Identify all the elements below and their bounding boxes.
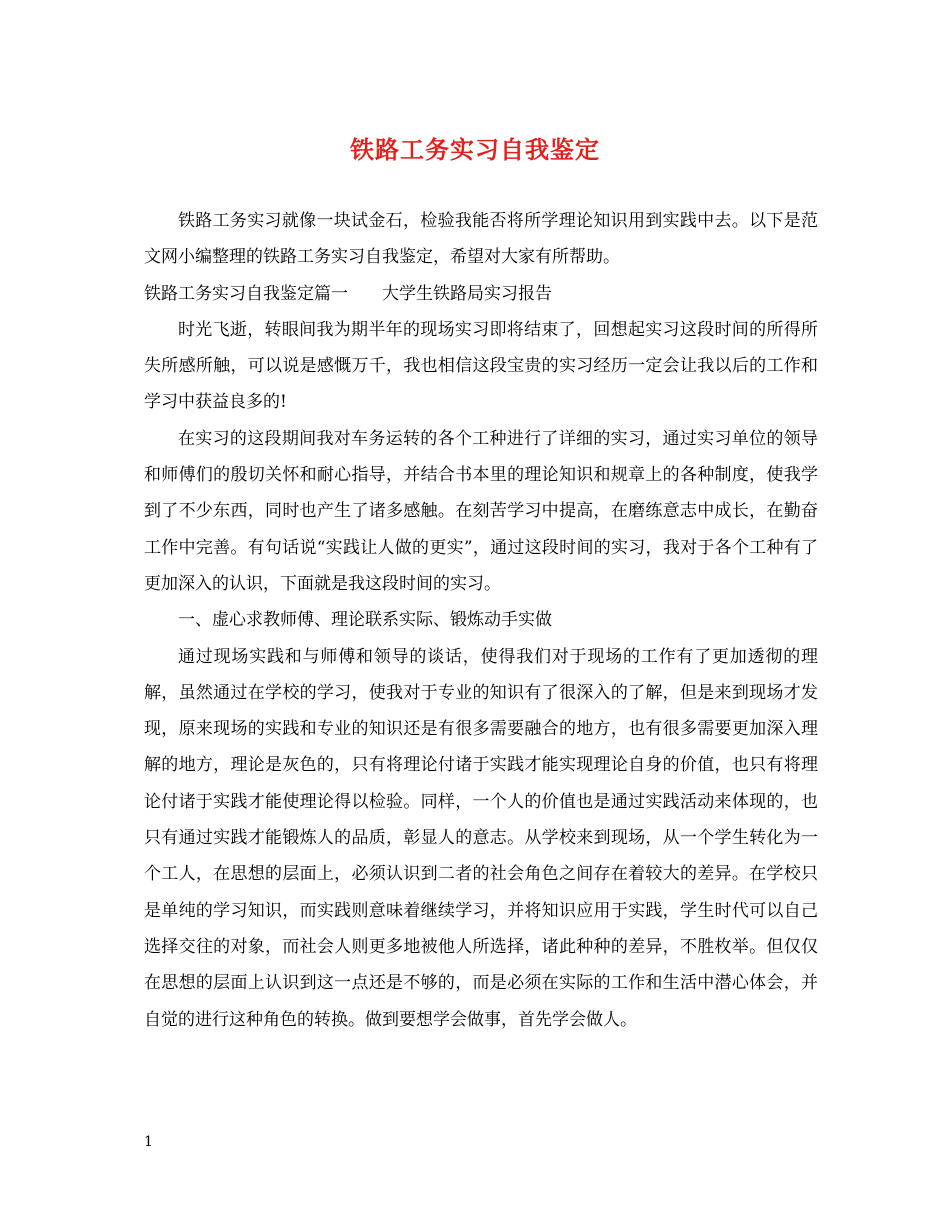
document-body [144,203,818,1038]
subheading-1: 一、虚心求教师傅、理论联系实际、锻炼动手实做 [178,610,552,631]
page-number: 1 [144,1134,153,1150]
intro-paragraph: 铁路工务实习就像一块试金石，检验我能否将所学理论知识用到实践中去。以下是范文网小编整理的铁路工务实习自我鉴定，希望对大家有所帮助。 [144,211,818,268]
paragraph-3: 通过现场实践和与师傅和领导的谈话，使得我们对于现场的工作有了更加透彻的理解，虽然通过在学校的学习，使我对于专业的知识有了很深入的了解，但是来到现场才发现，原来现场的实践和专业的知识还是有很多需要融合的地方，也有很多需要更加深入理解的地方，理论是灰色的，只有将理论付诸于实践才能实现理论自身的价值，也只有将理论付诸于实践才能使理论得以检验。同样，一个人的价值也是通过实践活动来体现的，也只有通过实践才能锻炼人的品质，彰显人的意志。从学校来到现场，从一个学生转化为一个工人，在思想的层面上，必须认识到二者的社会角色之间存在着较大的差异。在学校只是单纯的学习知识，而实践则意味着继续学习，并将知识应用于实践，学生时代可以自己选择交往的对象，而社会人则更多地被他人所选择，诸此种种的差异，不胜枚举。但仅仅在思想的层面上认识到这一点还是不够的，而是必须在实际的工作和生活中潜心体会，并自觉的进行这种角色的转换。做到要想学会做事，首先学会做人。 [144,646,818,1030]
section-heading: 铁路工务实习自我鉴定篇一 大学生铁路局实习报告 [144,283,552,304]
paragraph-2: 在实习的这段期间我对车务运转的各个工种进行了详细的实习，通过实习单位的领导和师傅们的殷切关怀和耐心指导，并结合书本里的理论知识和规章上的各种制度，使我学到了不少东西，同时也产生了诸多感触。在刻苦学习中提高，在磨练意志中成长，在勤奋工作中完善。有句话说“实践让人做的更实”，通过这段时间的实习，我对于各个工种有了更加深入的认识，下面就是我这段时间的实习。 [144,428,818,594]
paragraph-1: 时光飞逝，转眼间我为期半年的现场实习即将结束了，回想起实习这段时间的所得所失所感所触，可以说是感慨万千，我也相信这段宝贵的实习经历一定会让我以后的工作和学习中获益良多的! [144,319,818,413]
document-title: 铁路工务实习自我鉴定 [350,135,600,164]
